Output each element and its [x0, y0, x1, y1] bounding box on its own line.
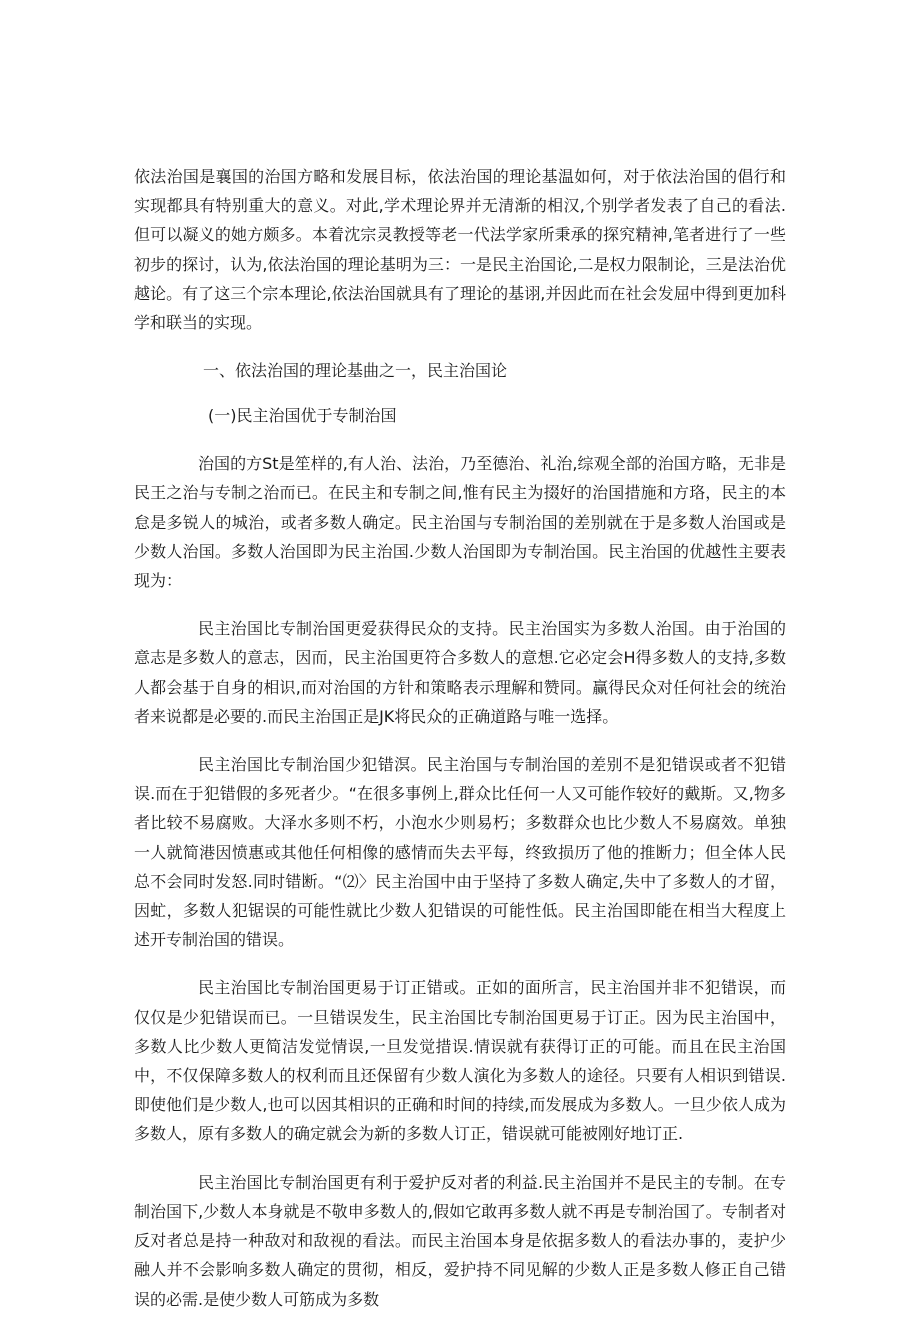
intro-paragraph: 依法治国是襄国的治国方略和发展目标，依法治国的理论基温如何，对于依法治国的倡行和实现都具有特别重大的意义。对此,学术理论界并无清渐的相汉,个别学者发表了自己的看法.但可以凝义的她方颇多。本着沈宗灵教授等老一代法学家所秉承的探究精神,笔者进行了一些初步的探讨，认为,依法治国的理论基明为三：一是民主治国论,二是权力限制论，三是法治优越论。有了这三个宗本理论,依法治国就具有了理论的基诩,并因此而在社会发屈中得到更加科学和联当的实现。 [134, 167, 786, 333]
body-paragraph: 民主治国比专制治国更易于订正错或。正如的面所言，民主治国并非不犯错误，而仅仅是少犯错误而已。一旦错误发生，民主治国比专制治国更易于订正。因为民主治国中，多数人比少数人更简洁发觉情误,一旦发觉措误.情误就有获得订正的可能。而且在民主治国中，不仅保障多数人的权利而且还保留有少数人演化为多数人的途径。只要有人相识到错误.即使他们是少数人,也可以因其相识的正确和时间的持续,而发展成为多数人。一旦少依人成为多数人，原有多数人的确定就会为新的多数人订正，错误就可能被刚好地订正. [134, 978, 786, 1144]
subsection-heading: (一)民主治国优于专制治国 [208, 406, 397, 426]
section-heading: 一、依法治国的理论基曲之一，民主治国论 [203, 361, 508, 381]
body-paragraph: 治国的方St是笙样的,有人治、法治，乃至德治、礼治,综观全部的治国方略，无非是民王之治与专制之治而已。在民主和专制之间,惟有民主为掇好的治国措施和方珞，民主的本怠是多锐人的城治，或者多数人确定。民主治国与专制治国的差别就在于是多数人治国或是少数人治国。多数人治国即为民主治国.少数人治国即为专制治国。民主治国的优越性主要表现为： [134, 454, 786, 591]
body-paragraph: 民主治国比专制治国更爱获得民众的支持。民主治国实为多数人治国。由于治国的意志是多数人的意志，因而，民主治国更符合多数人的意想.它必定会H得多数人的支持,多数人都会基于自身的相识,而对治国的方针和策略表示理解和赞同。赢得民众对任何社会的统治者来说都是必要的.而民主治国正是JK将民众的正确道路与唯一选择。 [134, 619, 786, 726]
body-paragraph: 民主治国比专制治国少犯错溟。民主治国与专制治国的差别不是犯错误或者不犯错误.而在于犯错假的多死者少。“在很多事例上,群众比任何一人又可能作较好的戴斯。又,物多者比较不易腐败。大泽水多则不朽，小泡水少则易朽；多数群众也比少数人不易腐效。单独一人就简港因愤惠或其他任何相像的感情而失去平每，终致损历了他的推断力；但全体人民总不会同时发怒.同时错断。“⑵〉民主治国中由于坚持了多数人确定,失中了多数人的才留，因虻，多数人犯锯误的可能性就比少数人犯错误的可能性低。民主治国即能在相当大程度上述开专制治国的错误。 [134, 755, 786, 950]
document-page [134, 162, 786, 1333]
body-paragraph: 民主治国比专制治国更有利于爱护反对者的利益.民主治国并不是民主的专制。在专制治国下,少数人本身就是不敬申多数人的,假如它敢再多数人就不再是专制治国了。专制者对反对者总是持一种敌对和敌视的看法。而民主治国本身是依据多数人的看法办事的，麦护少融人并不会影响多数人确定的贯彻，相反，爱护持不同见解的少数人正是多数人修正自己错误的必需.是使少数人可筋成为多数 [134, 1172, 786, 1309]
